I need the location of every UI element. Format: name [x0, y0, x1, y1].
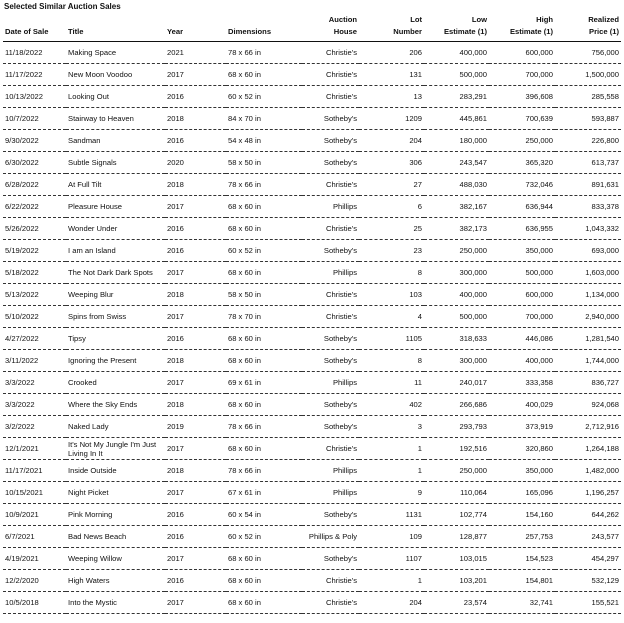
cell-title: Sandman [66, 130, 165, 152]
cell-realized-price: 613,737 [555, 152, 621, 174]
col-header-realized-price: Realized Price (1) [555, 14, 621, 42]
cell-low-estimate: 102,774 [424, 504, 489, 526]
cell-title: Wonder Under [66, 218, 165, 240]
cell-dimensions: 58 x 50 in [226, 152, 302, 174]
cell-title: New Moon Voodoo [66, 64, 165, 86]
cell-low-estimate: 400,000 [424, 284, 489, 306]
cell-year: 2021 [165, 42, 226, 64]
cell-year: 2016 [165, 526, 226, 548]
cell-low-estimate: 110,064 [424, 482, 489, 504]
cell-realized-price: 2,940,000 [555, 306, 621, 328]
cell-low-estimate: 266,686 [424, 394, 489, 416]
cell-date: 6/22/2022 [3, 196, 66, 218]
cell-dimensions: 68 x 60 in [226, 548, 302, 570]
col-header-year: Year [165, 14, 226, 42]
cell-title: Bad News Beach [66, 526, 165, 548]
cell-high-estimate: 154,523 [489, 548, 555, 570]
cell-low-estimate: 103,015 [424, 548, 489, 570]
cell-auction-house: Christie's [302, 64, 359, 86]
cell-lot-number: 11 [359, 372, 424, 394]
col-header-dimensions: Dimensions [226, 14, 302, 42]
cell-lot-number: 1107 [359, 548, 424, 570]
cell-dimensions: 78 x 66 in [226, 460, 302, 482]
cell-low-estimate: 250,000 [424, 460, 489, 482]
table-row [3, 240, 621, 262]
cell-low-estimate: 250,000 [424, 240, 489, 262]
cell-low-estimate: 23,574 [424, 592, 489, 614]
cell-year: 2017 [165, 592, 226, 614]
cell-auction-house: Phillips [302, 196, 359, 218]
cell-title: I am an Island [66, 240, 165, 262]
cell-realized-price: 243,577 [555, 526, 621, 548]
cell-auction-house: Sotheby's [302, 350, 359, 372]
cell-realized-price: 756,000 [555, 42, 621, 64]
cell-dimensions: 68 x 60 in [226, 218, 302, 240]
cell-lot-number: 23 [359, 240, 424, 262]
cell-high-estimate: 700,000 [489, 306, 555, 328]
cell-year: 2018 [165, 174, 226, 196]
table-row [3, 196, 621, 218]
cell-date: 12/2/2020 [3, 570, 66, 592]
cell-title: At Full Tilt [66, 174, 165, 196]
cell-date: 11/18/2022 [3, 42, 66, 64]
cell-realized-price: 693,000 [555, 240, 621, 262]
cell-date: 4/27/2022 [3, 328, 66, 350]
cell-lot-number: 3 [359, 416, 424, 438]
cell-high-estimate: 400,000 [489, 350, 555, 372]
cell-lot-number: 13 [359, 86, 424, 108]
cell-year: 2016 [165, 240, 226, 262]
cell-lot-number: 1 [359, 460, 424, 482]
cell-date: 3/3/2022 [3, 372, 66, 394]
cell-dimensions: 60 x 52 in [226, 526, 302, 548]
cell-low-estimate: 103,201 [424, 570, 489, 592]
table-row [3, 108, 621, 130]
cell-date: 5/13/2022 [3, 284, 66, 306]
cell-title: Tipsy [66, 328, 165, 350]
cell-title: Naked Lady [66, 416, 165, 438]
cell-date: 5/18/2022 [3, 262, 66, 284]
cell-title: Night Picket [66, 482, 165, 504]
col-header-date: Date of Sale [3, 14, 66, 42]
cell-year: 2018 [165, 284, 226, 306]
cell-high-estimate: 373,919 [489, 416, 555, 438]
cell-year: 2018 [165, 108, 226, 130]
cell-low-estimate: 192,516 [424, 438, 489, 460]
cell-lot-number: 206 [359, 42, 424, 64]
cell-title: Making Space [66, 42, 165, 64]
cell-auction-house: Christie's [302, 42, 359, 64]
cell-high-estimate: 700,000 [489, 64, 555, 86]
cell-lot-number: 131 [359, 64, 424, 86]
cell-title: Crooked [66, 372, 165, 394]
cell-lot-number: 8 [359, 350, 424, 372]
cell-realized-price: 454,297 [555, 548, 621, 570]
cell-low-estimate: 293,793 [424, 416, 489, 438]
cell-lot-number: 6 [359, 196, 424, 218]
cell-auction-house: Sotheby's [302, 328, 359, 350]
cell-dimensions: 68 x 60 in [226, 592, 302, 614]
table-row [3, 262, 621, 284]
cell-low-estimate: 243,547 [424, 152, 489, 174]
cell-date: 6/28/2022 [3, 174, 66, 196]
cell-date: 6/30/2022 [3, 152, 66, 174]
cell-year: 2017 [165, 438, 226, 460]
cell-date: 12/1/2021 [3, 438, 66, 460]
cell-dimensions: 58 x 50 in [226, 284, 302, 306]
cell-realized-price: 1,134,000 [555, 284, 621, 306]
cell-auction-house: Christie's [302, 86, 359, 108]
table-body [3, 42, 621, 614]
cell-dimensions: 69 x 61 in [226, 372, 302, 394]
cell-auction-house: Sotheby's [302, 416, 359, 438]
cell-auction-house: Christie's [302, 218, 359, 240]
cell-high-estimate: 600,000 [489, 284, 555, 306]
cell-date: 9/30/2022 [3, 130, 66, 152]
table-row [3, 86, 621, 108]
cell-high-estimate: 400,029 [489, 394, 555, 416]
cell-realized-price: 155,521 [555, 592, 621, 614]
cell-high-estimate: 700,639 [489, 108, 555, 130]
cell-dimensions: 60 x 54 in [226, 504, 302, 526]
cell-low-estimate: 382,173 [424, 218, 489, 240]
cell-lot-number: 1209 [359, 108, 424, 130]
cell-dimensions: 78 x 70 in [226, 306, 302, 328]
cell-auction-house: Sotheby's [302, 130, 359, 152]
cell-lot-number: 103 [359, 284, 424, 306]
cell-high-estimate: 500,000 [489, 262, 555, 284]
cell-title: Subtle Signals [66, 152, 165, 174]
cell-date: 5/10/2022 [3, 306, 66, 328]
cell-dimensions: 68 x 60 in [226, 196, 302, 218]
cell-year: 2017 [165, 64, 226, 86]
cell-low-estimate: 400,000 [424, 42, 489, 64]
cell-high-estimate: 165,096 [489, 482, 555, 504]
cell-year: 2017 [165, 306, 226, 328]
cell-auction-house: Christie's [302, 306, 359, 328]
cell-auction-house: Sotheby's [302, 548, 359, 570]
table-title: Selected Similar Auction Sales [4, 2, 121, 11]
table-row [3, 592, 621, 614]
header-row [3, 14, 621, 42]
table-row [3, 504, 621, 526]
cell-year: 2016 [165, 86, 226, 108]
cell-lot-number: 1105 [359, 328, 424, 350]
cell-title: Stairway to Heaven [66, 108, 165, 130]
cell-high-estimate: 636,955 [489, 218, 555, 240]
cell-realized-price: 226,800 [555, 130, 621, 152]
cell-high-estimate: 154,801 [489, 570, 555, 592]
cell-dimensions: 78 x 66 in [226, 174, 302, 196]
cell-high-estimate: 732,046 [489, 174, 555, 196]
cell-year: 2017 [165, 482, 226, 504]
cell-low-estimate: 240,017 [424, 372, 489, 394]
cell-realized-price: 593,887 [555, 108, 621, 130]
table-row [3, 152, 621, 174]
cell-high-estimate: 350,000 [489, 240, 555, 262]
cell-low-estimate: 128,877 [424, 526, 489, 548]
cell-high-estimate: 446,086 [489, 328, 555, 350]
cell-high-estimate: 320,860 [489, 438, 555, 460]
cell-high-estimate: 250,000 [489, 130, 555, 152]
table-row [3, 306, 621, 328]
cell-title: Pink Morning [66, 504, 165, 526]
cell-title: Into the Mystic [66, 592, 165, 614]
table-row [3, 416, 621, 438]
cell-dimensions: 78 x 66 in [226, 416, 302, 438]
cell-auction-house: Phillips [302, 372, 359, 394]
table-row [3, 350, 621, 372]
cell-date: 3/11/2022 [3, 350, 66, 372]
cell-date: 4/19/2021 [3, 548, 66, 570]
cell-auction-house: Phillips [302, 482, 359, 504]
cell-date: 3/2/2022 [3, 416, 66, 438]
cell-lot-number: 306 [359, 152, 424, 174]
cell-title: It's Not My Jungle I'm Just Living In It [66, 438, 165, 460]
cell-title: Looking Out [66, 86, 165, 108]
cell-low-estimate: 488,030 [424, 174, 489, 196]
cell-dimensions: 60 x 52 in [226, 86, 302, 108]
cell-dimensions: 54 x 48 in [226, 130, 302, 152]
cell-year: 2016 [165, 504, 226, 526]
cell-high-estimate: 154,160 [489, 504, 555, 526]
cell-low-estimate: 283,291 [424, 86, 489, 108]
cell-date: 10/9/2021 [3, 504, 66, 526]
cell-title: Weeping Blur [66, 284, 165, 306]
col-header-title: Title [66, 14, 165, 42]
cell-realized-price: 1,281,540 [555, 328, 621, 350]
cell-realized-price: 1,482,000 [555, 460, 621, 482]
cell-low-estimate: 318,633 [424, 328, 489, 350]
cell-dimensions: 68 x 60 in [226, 262, 302, 284]
cell-realized-price: 532,129 [555, 570, 621, 592]
cell-auction-house: Phillips & Poly [302, 526, 359, 548]
cell-auction-house: Sotheby's [302, 240, 359, 262]
cell-dimensions: 68 x 60 in [226, 570, 302, 592]
cell-year: 2019 [165, 416, 226, 438]
cell-title: Inside Outside [66, 460, 165, 482]
cell-dimensions: 78 x 66 in [226, 42, 302, 64]
cell-dimensions: 68 x 60 in [226, 350, 302, 372]
cell-year: 2017 [165, 262, 226, 284]
cell-year: 2016 [165, 570, 226, 592]
cell-date: 5/19/2022 [3, 240, 66, 262]
cell-auction-house: Christie's [302, 438, 359, 460]
col-header-lot-number: Lot Number [359, 14, 424, 42]
table-row [3, 548, 621, 570]
cell-auction-house: Christie's [302, 570, 359, 592]
cell-realized-price: 1,264,188 [555, 438, 621, 460]
cell-realized-price: 285,558 [555, 86, 621, 108]
cell-lot-number: 204 [359, 592, 424, 614]
cell-year: 2020 [165, 152, 226, 174]
cell-low-estimate: 300,000 [424, 350, 489, 372]
table-row [3, 130, 621, 152]
cell-year: 2017 [165, 196, 226, 218]
cell-dimensions: 68 x 60 in [226, 64, 302, 86]
cell-date: 5/26/2022 [3, 218, 66, 240]
cell-realized-price: 1,603,000 [555, 262, 621, 284]
cell-auction-house: Christie's [302, 284, 359, 306]
cell-realized-price: 2,712,916 [555, 416, 621, 438]
cell-realized-price: 891,631 [555, 174, 621, 196]
cell-realized-price: 1,043,332 [555, 218, 621, 240]
table-row [3, 460, 621, 482]
cell-high-estimate: 396,608 [489, 86, 555, 108]
table-row [3, 526, 621, 548]
cell-lot-number: 8 [359, 262, 424, 284]
table-row [3, 64, 621, 86]
table-row [3, 218, 621, 240]
col-header-auction-house: Auction House [302, 14, 359, 42]
cell-high-estimate: 350,000 [489, 460, 555, 482]
cell-high-estimate: 600,000 [489, 42, 555, 64]
cell-year: 2016 [165, 328, 226, 350]
cell-dimensions: 67 x 61 in [226, 482, 302, 504]
cell-title: Ignoring the Present [66, 350, 165, 372]
cell-lot-number: 204 [359, 130, 424, 152]
cell-low-estimate: 500,000 [424, 64, 489, 86]
cell-lot-number: 9 [359, 482, 424, 504]
cell-dimensions: 60 x 52 in [226, 240, 302, 262]
cell-title: The Not Dark Dark Spots [66, 262, 165, 284]
cell-auction-house: Sotheby's [302, 504, 359, 526]
cell-year: 2018 [165, 350, 226, 372]
cell-lot-number: 1 [359, 438, 424, 460]
cell-realized-price: 1,744,000 [555, 350, 621, 372]
cell-high-estimate: 32,741 [489, 592, 555, 614]
cell-lot-number: 1131 [359, 504, 424, 526]
cell-date: 10/15/2021 [3, 482, 66, 504]
table-row [3, 570, 621, 592]
cell-auction-house: Christie's [302, 592, 359, 614]
table-row [3, 328, 621, 350]
cell-auction-house: Christie's [302, 174, 359, 196]
cell-year: 2016 [165, 218, 226, 240]
cell-dimensions: 68 x 60 in [226, 394, 302, 416]
cell-auction-house: Sotheby's [302, 108, 359, 130]
cell-realized-price: 1,500,000 [555, 64, 621, 86]
cell-title: Where the Sky Ends [66, 394, 165, 416]
cell-lot-number: 27 [359, 174, 424, 196]
cell-dimensions: 68 x 60 in [226, 438, 302, 460]
cell-date: 3/3/2022 [3, 394, 66, 416]
cell-date: 11/17/2022 [3, 64, 66, 86]
cell-date: 10/7/2022 [3, 108, 66, 130]
cell-realized-price: 924,068 [555, 394, 621, 416]
table-row [3, 42, 621, 64]
cell-realized-price: 833,378 [555, 196, 621, 218]
cell-dimensions: 84 x 70 in [226, 108, 302, 130]
cell-year: 2016 [165, 130, 226, 152]
cell-high-estimate: 636,944 [489, 196, 555, 218]
cell-realized-price: 1,196,257 [555, 482, 621, 504]
cell-year: 2017 [165, 372, 226, 394]
cell-high-estimate: 333,358 [489, 372, 555, 394]
auction-sales-table [3, 14, 621, 614]
cell-title: Pleasure House [66, 196, 165, 218]
cell-year: 2018 [165, 394, 226, 416]
table-row [3, 394, 621, 416]
table-row [3, 372, 621, 394]
cell-date: 6/7/2021 [3, 526, 66, 548]
cell-low-estimate: 500,000 [424, 306, 489, 328]
table-row [3, 284, 621, 306]
cell-realized-price: 836,727 [555, 372, 621, 394]
cell-year: 2018 [165, 460, 226, 482]
cell-auction-house: Phillips [302, 460, 359, 482]
cell-title: High Waters [66, 570, 165, 592]
cell-date: 10/5/2018 [3, 592, 66, 614]
col-header-low-estimate: Low Estimate (1) [424, 14, 489, 42]
table-row [3, 174, 621, 196]
cell-low-estimate: 180,000 [424, 130, 489, 152]
cell-auction-house: Phillips [302, 262, 359, 284]
cell-low-estimate: 382,167 [424, 196, 489, 218]
cell-lot-number: 402 [359, 394, 424, 416]
cell-dimensions: 68 x 60 in [226, 328, 302, 350]
table-row [3, 482, 621, 504]
cell-title: Spins from Swiss [66, 306, 165, 328]
cell-low-estimate: 300,000 [424, 262, 489, 284]
cell-year: 2017 [165, 548, 226, 570]
cell-lot-number: 109 [359, 526, 424, 548]
cell-date: 11/17/2021 [3, 460, 66, 482]
cell-auction-house: Sotheby's [302, 394, 359, 416]
cell-date: 10/13/2022 [3, 86, 66, 108]
cell-auction-house: Sotheby's [302, 152, 359, 174]
cell-lot-number: 4 [359, 306, 424, 328]
cell-high-estimate: 365,320 [489, 152, 555, 174]
table-row [3, 438, 621, 460]
cell-title: Weeping Willow [66, 548, 165, 570]
cell-lot-number: 1 [359, 570, 424, 592]
cell-realized-price: 644,262 [555, 504, 621, 526]
col-header-high-estimate: High Estimate (1) [489, 14, 555, 42]
cell-lot-number: 25 [359, 218, 424, 240]
cell-high-estimate: 257,753 [489, 526, 555, 548]
cell-low-estimate: 445,861 [424, 108, 489, 130]
